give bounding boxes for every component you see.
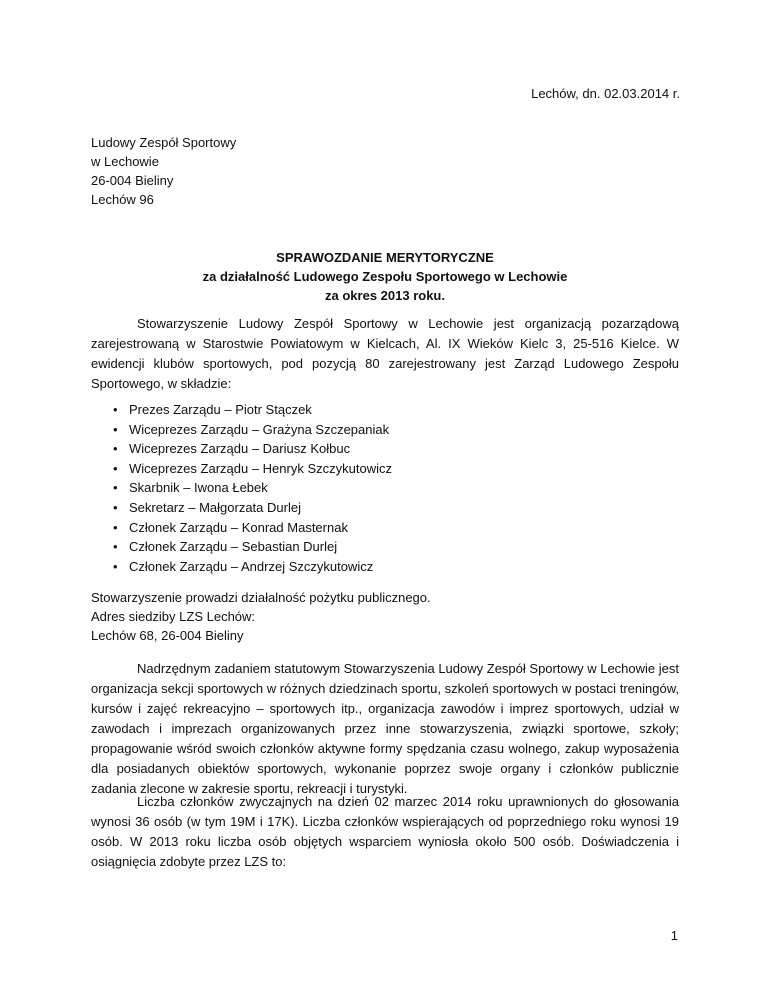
bullet-icon: • — [113, 539, 118, 555]
intro-paragraph: Stowarzyszenie Ludowy Zespół Sportowy w Lechowie jest organizacją pozarządową zarejestrowaną w Starostwie Powiatowym w Kielcach, Al. IX Wieków Kielc 3, 25-516 Kielce. W ewidencji klubów sportowych, pod pozycją 80 zarejestrowany jest Zarząd Ludowego Zespołu Sportowego, w składzie: — [91, 316, 679, 391]
sender-line: Ludowy Zespół Sportowy — [91, 135, 237, 150]
bullet-icon: • — [113, 480, 118, 496]
title-line: SPRAWOZDANIE MERYTORYCZNE — [276, 250, 494, 265]
statutory-tasks-paragraph: Nadrzędnym zadaniem statutowym Stowarzyszenia Ludowy Zespół Sportowy w Lechowie jest organizacja sekcji sportowych w różnych dziedzinach sportu, szkoleń sportowych w postaci treningów, kursów i zajęć rekreacyjno – sportowych itp., organizacja zawodów i imprez sportowych, udział w zawodach i imprezach organizowanych przez inne stowarzyszenia, związki sportowe, szkoły; propagowanie wśród swoich członków aktywne formy spędzania czasu wolnego, zakup wyposażenia dla posiadanych obiektów sportowych, wykonanie poprzez swoje organy i członków publicznie zadania zlecone w zakresie sportu, rekreacji i turystyki. — [91, 661, 679, 796]
document-title — [91, 248, 679, 305]
bullet-icon: • — [113, 499, 118, 515]
org-info-line: Stowarzyszenie prowadzi działalność pożytku publicznego. — [91, 590, 431, 605]
list-item: • Członek Zarządu – Konrad Masternak — [91, 518, 392, 538]
org-info-line: Adres siedziby LZS Lechów: — [91, 609, 256, 624]
list-item: • Członek Zarządu – Sebastian Durlej — [91, 537, 392, 557]
sender-line: 26-004 Bieliny — [91, 173, 174, 188]
page-number: 1 — [670, 928, 678, 943]
list-item: • Wiceprezes Zarządu – Grażyna Szczepaniak — [91, 420, 392, 440]
bullet-icon: • — [113, 441, 118, 457]
board-members-list — [91, 400, 392, 576]
membership-paragraph: Liczba członków zwyczajnych na dzień 02 marzec 2014 roku uprawnionych do głosowania wynosi 36 osób (w tym 19M i 17K). Liczba członków wspierających od poprzedniego roku wynosi 19 osób. W 2013 roku liczba osób objętych wsparciem wyniosła około 500 osób. Doświadczenia i osiągnięcia zdobyte przez LZS to: — [91, 794, 679, 869]
title-line: za okres 2013 roku. — [325, 288, 445, 303]
list-item: • Skarbnik – Iwona Łebek — [91, 478, 392, 498]
bullet-icon: • — [113, 421, 118, 437]
bullet-icon: • — [113, 402, 118, 417]
bullet-icon: • — [113, 519, 118, 535]
sender-line: w Lechowie — [91, 154, 159, 169]
title-line: za działalność Ludowego Zespołu Sportowego w Lechowie — [202, 269, 568, 284]
bullet-icon: • — [113, 460, 118, 476]
list-item: • Prezes Zarządu – Piotr Stączek — [91, 400, 392, 420]
org-info-line: Lechów 68, 26-004 Bieliny — [91, 628, 244, 643]
list-item: • Wiceprezes Zarządu – Henryk Szczykutowicz — [91, 459, 392, 479]
list-item: • Członek Zarządu – Andrzej Szczykutowicz — [91, 557, 392, 577]
bullet-icon: • — [113, 558, 118, 574]
date-line: Lechów, dn. 02.03.2014 r. — [531, 86, 680, 101]
list-item: • Sekretarz – Małgorzata Durlej — [91, 498, 392, 518]
list-item: • Wiceprezes Zarządu – Dariusz Kołbuc — [91, 439, 392, 459]
sender-line: Lechów 96 — [91, 192, 154, 207]
sender-address — [91, 133, 236, 209]
organization-info — [91, 588, 431, 645]
